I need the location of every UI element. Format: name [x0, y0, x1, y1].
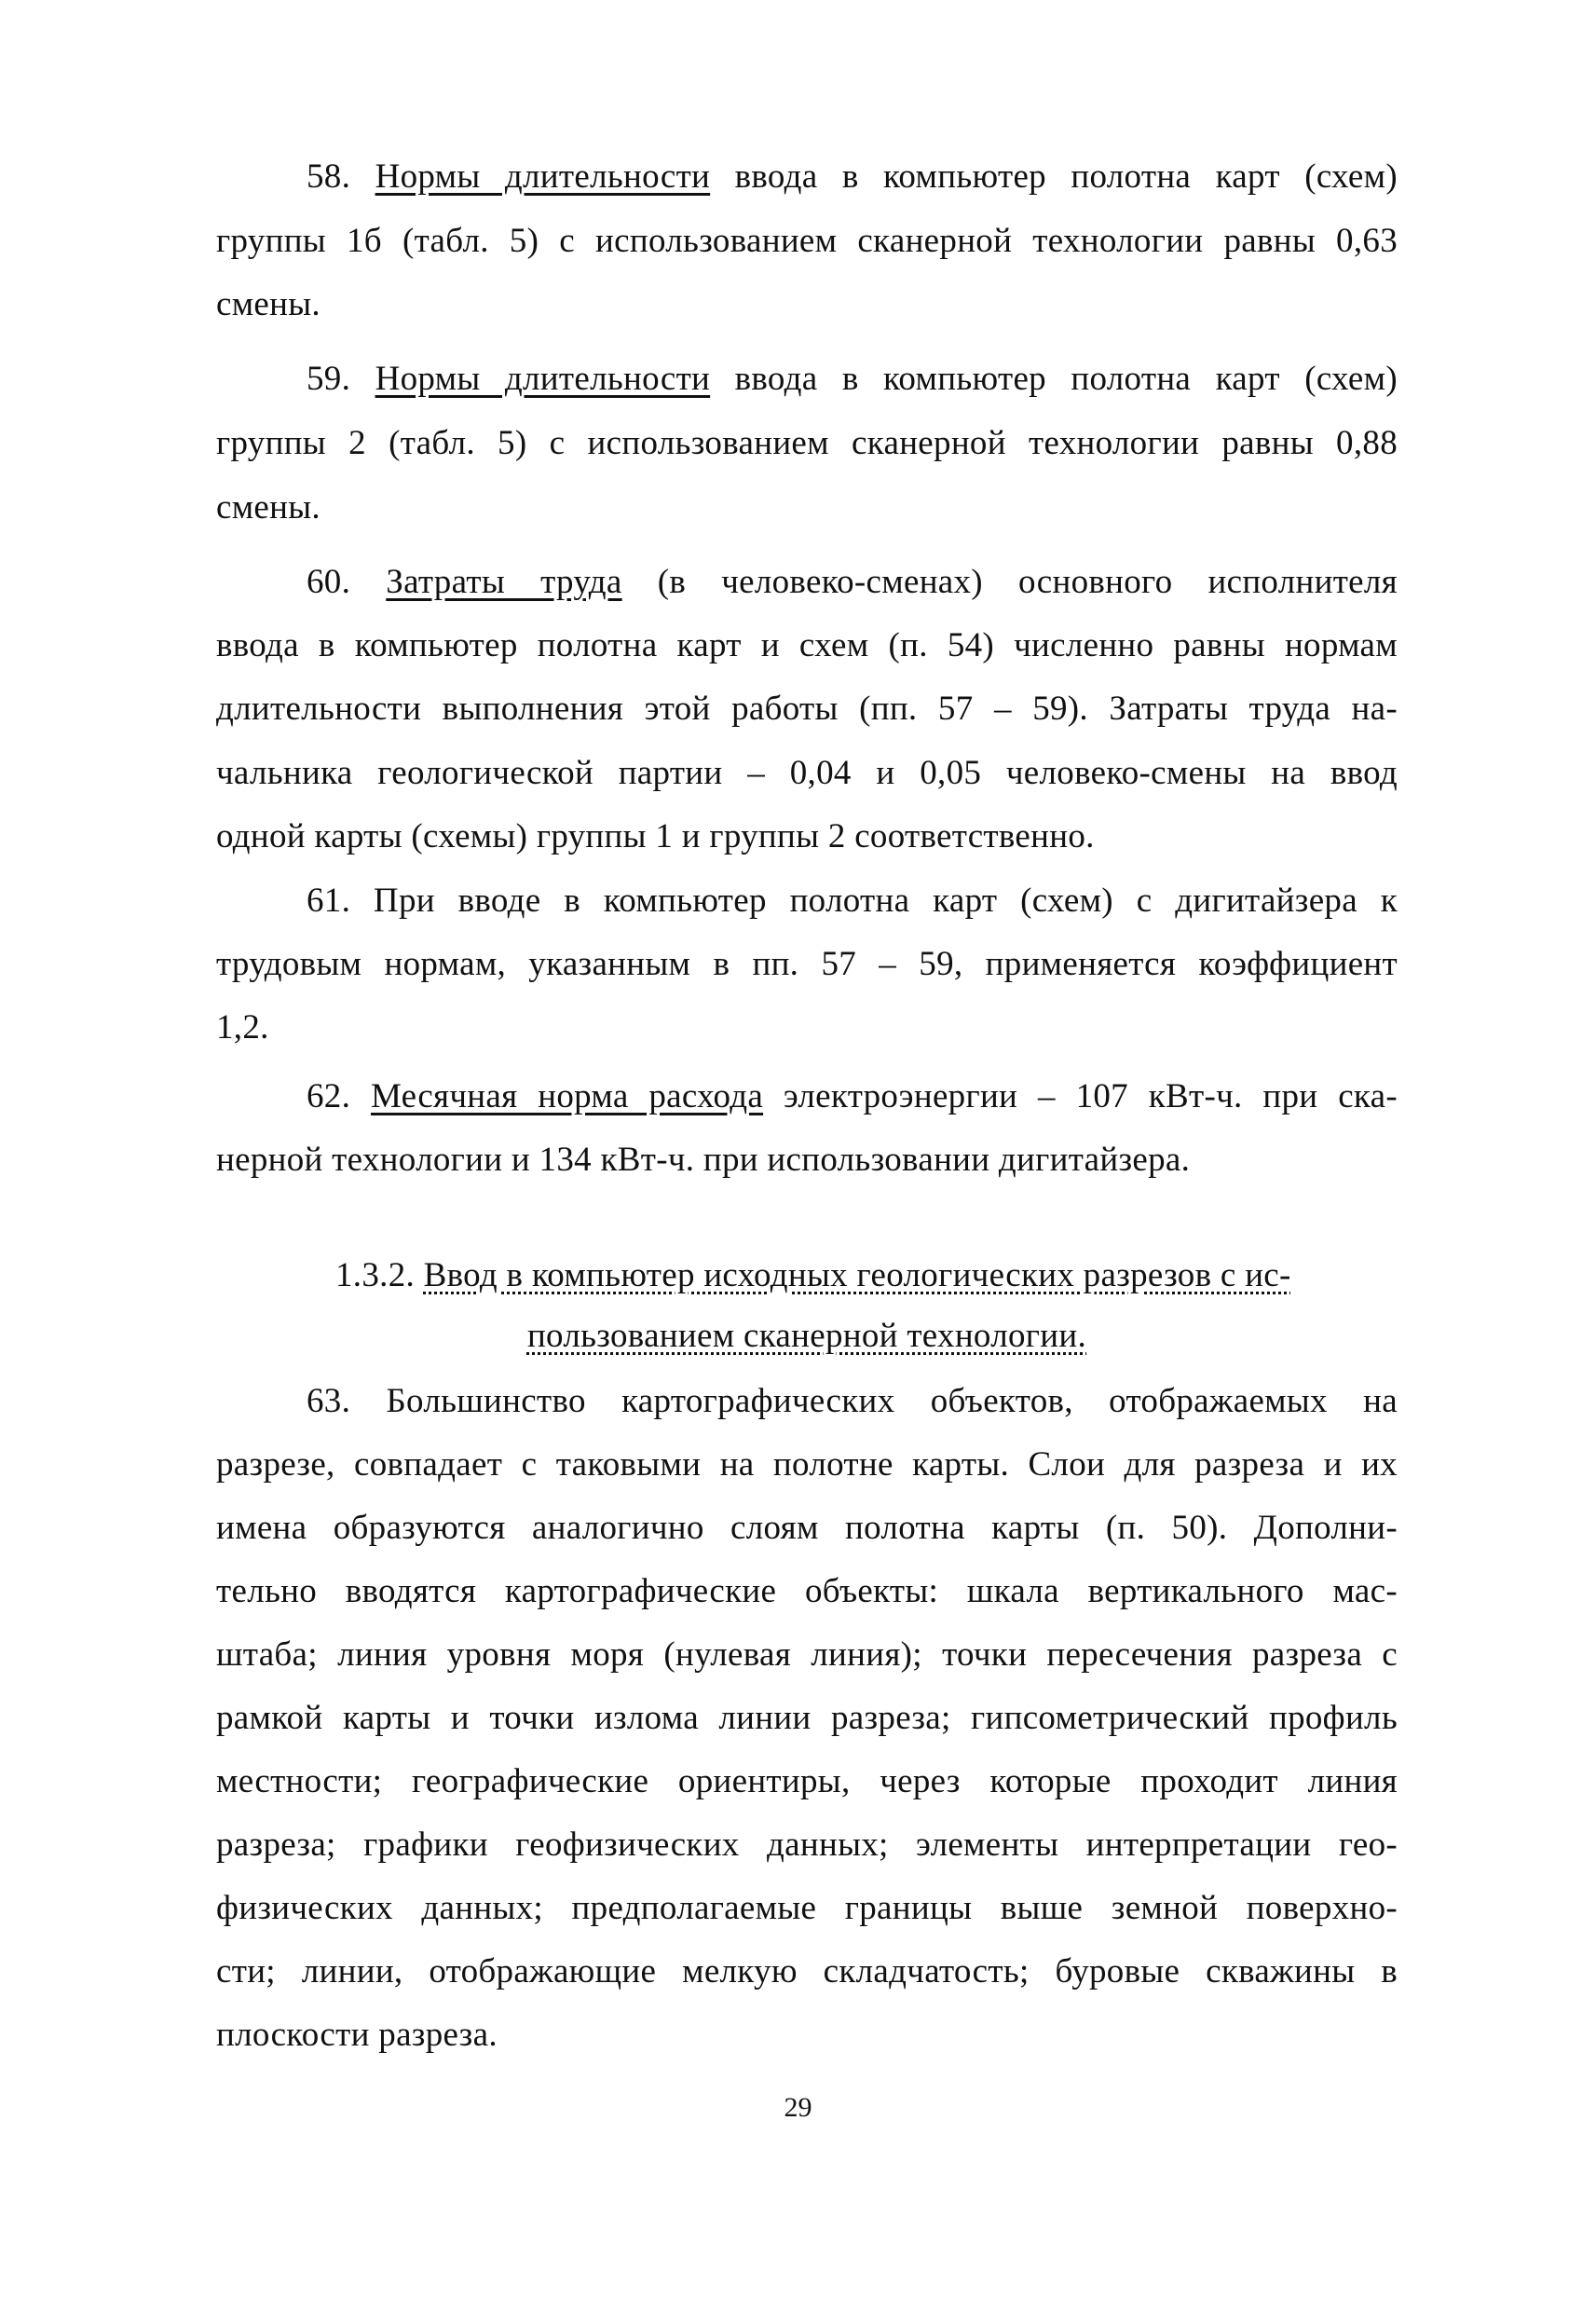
section-number: 1.3.2.: [335, 1256, 416, 1294]
item-number: 62.: [307, 1077, 351, 1115]
section-title: Ввод в компьютер исходных геологических разрезов с ис-: [423, 1256, 1291, 1294]
term-underlined: Нормы длительности: [375, 360, 711, 398]
p63-line2: разрезе, совпадает с таковыми на полотне карты. Слои для разреза и их: [216, 1445, 1398, 1484]
p63-line9: физических данных; предполагаемые границы выше земной поверхно-: [216, 1889, 1398, 1927]
p61-line1: 61. При вводе в компьютер полотна карт (схем) с дигитайзера к: [307, 882, 1398, 920]
p58-line2: группы 1б (табл. 5) с использованием сканерной технологии равны 0,63: [216, 222, 1398, 260]
p60-line2: ввода в компьютер полотна карт и схем (п. 54) численно равны нормам: [216, 626, 1398, 664]
section-heading-line2: пользованием сканерной технологии.: [526, 1317, 1087, 1355]
p63-line4: тельно вводятся картографические объекты: шкала вертикального мас-: [216, 1572, 1398, 1610]
p58-line1: 58. Нормы длительности ввода в компьютер полотна карт (схем): [307, 157, 1398, 196]
p59-line2: группы 2 (табл. 5) с использованием сканерной технологии равны 0,88: [216, 424, 1398, 462]
p58-line3: смены.: [216, 285, 321, 323]
term-underlined: Месячная норма расхода: [370, 1077, 764, 1115]
p62-line2: нерной технологии и 134 кВт-ч. при использовании дигитайзера.: [216, 1141, 1191, 1179]
p63-line10: сти; линии, отображающие мелкую складчатость; буровые скважины в: [216, 1952, 1398, 1991]
p63-line11: плоскости разреза.: [216, 2016, 498, 2054]
page-number: 29: [784, 2092, 812, 2123]
p61-line3: 1,2.: [216, 1008, 269, 1047]
p59-line3: смены.: [216, 488, 321, 527]
p60-line3: длительности выполнения этой работы (пп. 57 – 59). Затраты труда на-: [216, 690, 1398, 728]
p63-line7: местности; географические ориентиры, через которые проходит линия: [216, 1762, 1398, 1800]
item-number: 60.: [307, 563, 351, 601]
p63-line3: имена образуются аналогично слоям полотна карты (п. 50). Дополни-: [216, 1509, 1398, 1547]
item-number: 59.: [307, 360, 351, 398]
term-underlined: Затраты труда: [386, 563, 622, 601]
p60-line4: чальника геологической партии – 0,04 и 0,05 человеко-смены на ввод: [216, 754, 1398, 792]
p63-line5: штаба; линия уровня моря (нулевая линия); точки пересечения разреза с: [216, 1635, 1398, 1674]
p59-line1: 59. Нормы длительности ввода в компьютер полотна карт (схем): [307, 360, 1398, 398]
p63-line1: 63. Большинство картографических объектов, отображаемых на: [307, 1382, 1398, 1420]
p60-line1: 60. Затраты труда (в человеко-сменах) основного исполнителя: [307, 563, 1398, 601]
item-number: 58.: [307, 157, 351, 196]
term-underlined: Нормы длительности: [375, 157, 711, 196]
p62-line1: 62. Месячная норма расхода электроэнергии – 107 кВт-ч. при ска-: [307, 1077, 1398, 1115]
p63-line6: рамкой карты и точки излома линии разреза; гипсометрический профиль: [216, 1699, 1398, 1737]
p60-line5: одной карты (схемы) группы 1 и группы 2 соответственно.: [216, 817, 1095, 855]
p63-line8: разреза; графики геофизических данных; элементы интерпретации гео-: [216, 1826, 1398, 1864]
p61-line2: трудовым нормам, указанным в пп. 57 – 59, применяется коэффициент: [216, 945, 1398, 983]
section-heading-line1: [335, 1255, 1360, 1296]
